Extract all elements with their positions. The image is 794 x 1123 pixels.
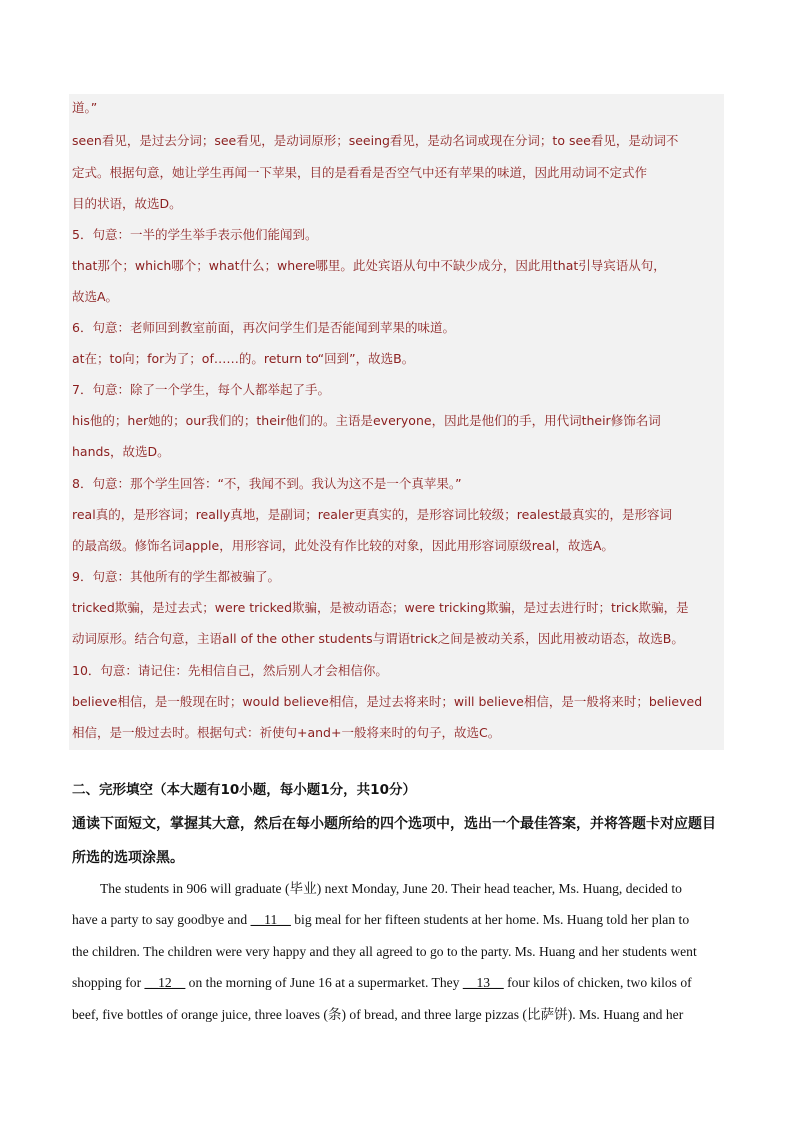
- instructions-line: 通读下面短文，掌握其大意，然后在每小题所给的四个选项中，选出一个最佳答案，并将答题卡对应题目: [72, 816, 716, 832]
- question-translation: 7．句意：除了一个学生，每个人都举起了手。: [72, 382, 330, 397]
- question-translation: 5．句意：一半的学生举手表示他们能闻到。: [72, 227, 318, 242]
- answer-line: 动词原形。结合句意，主语all of the other students与谓语trick之间是被动关系，因此用被动语态，故选B。: [72, 631, 684, 646]
- answer-line: seen看见，是过去分词；see看见，是动词原形；seeing看见，是动名词或现在分词；to see看见，是动词不: [72, 133, 679, 148]
- answer-line: real真的，是形容词；really真地，是副词；realer更真实的，是形容词比较级；realest最真实的，是形容词: [72, 507, 673, 522]
- answer-line: tricked欺骗，是过去式；were tricked欺骗，是被动语态；were tricking欺骗，是过去进行时；trick欺骗，是: [72, 600, 689, 615]
- answer-line: 道。”: [72, 100, 98, 115]
- passage-line: [72, 974, 692, 992]
- passage-text: the children. The children were very happy and they all agreed to go to the party. Ms. Huang and her students went: [72, 944, 697, 959]
- answer-line: at在；to向；for为了；of……的。return to“回到”，故选B。: [72, 351, 415, 366]
- answer-line: his他的；her她的；our我们的；their他们的。主语是everyone，因此是他们的手，用代词their修饰名词: [72, 413, 661, 428]
- passage-text: beef, five bottles of orange juice, three loaves (条) of bread, and three large pizzas (比萨饼). Ms. Huang and her: [72, 1007, 684, 1022]
- answer-line: 相信，是一般过去时。根据句式：祈使句+and+一般将来时的句子，故选C。: [72, 725, 501, 740]
- passage-text: four kilos of chicken, two kilos of: [503, 975, 692, 990]
- question-translation: 6．句意：老师回到教室前面，再次问学生们是否能闻到苹果的味道。: [72, 320, 455, 335]
- instructions-line: 所选的选项涂黑。: [72, 850, 184, 866]
- answer-line: 的最高级。修饰名词apple，用形容词，此处没有作比较的对象，因此用形容词原级real，故选A。: [72, 538, 614, 553]
- passage-text: shopping for: [72, 975, 145, 990]
- passage-line: [72, 943, 697, 961]
- passage-text: have a party to say goodbye and: [72, 912, 251, 927]
- passage-line: [72, 1006, 683, 1024]
- answer-line: hands，故选D。: [72, 444, 170, 459]
- section-title: 二、完形填空（本大题有10小题，每小题1分，共10分）: [72, 782, 416, 798]
- answer-line: 故选A。: [72, 289, 119, 304]
- passage-text: on the morning of June 16 at a supermarket. They: [185, 975, 463, 990]
- blank-11: __11__: [250, 912, 291, 927]
- answer-line: 定式。根据句意，她让学生再闻一下苹果，目的是看看是否空气中还有苹果的味道，因此用动词不定式作: [72, 165, 648, 180]
- blank-12: __12__: [144, 975, 186, 990]
- question-translation: 9．句意：其他所有的学生都被骗了。: [72, 569, 280, 584]
- passage-line: [100, 880, 682, 898]
- passage-text: The students in 906 will graduate (毕业) next Monday, June 20. Their head teacher, Ms. Huang, decided to: [100, 881, 682, 896]
- question-translation: 8．句意：那个学生回答：“不，我闻不到。我认为这不是一个真苹果。”: [72, 476, 462, 491]
- answer-line: believe相信，是一般现在时；would believe相信，是过去将来时；will believe相信，是一般将来时；believed: [72, 694, 703, 709]
- passage-line: [72, 911, 689, 929]
- blank-13: __13__: [462, 975, 504, 990]
- question-translation: 10．句意：请记住：先相信自己，然后别人才会相信你。: [72, 663, 388, 678]
- passage-text: big meal for her fifteen students at her home. Ms. Huang told her plan to: [290, 912, 690, 927]
- answer-line: that那个；which哪个；what什么；where哪里。此处宾语从句中不缺少成分，因此用that引导宾语从句，: [72, 258, 666, 273]
- answer-line: 目的状语，故选D。: [72, 196, 182, 211]
